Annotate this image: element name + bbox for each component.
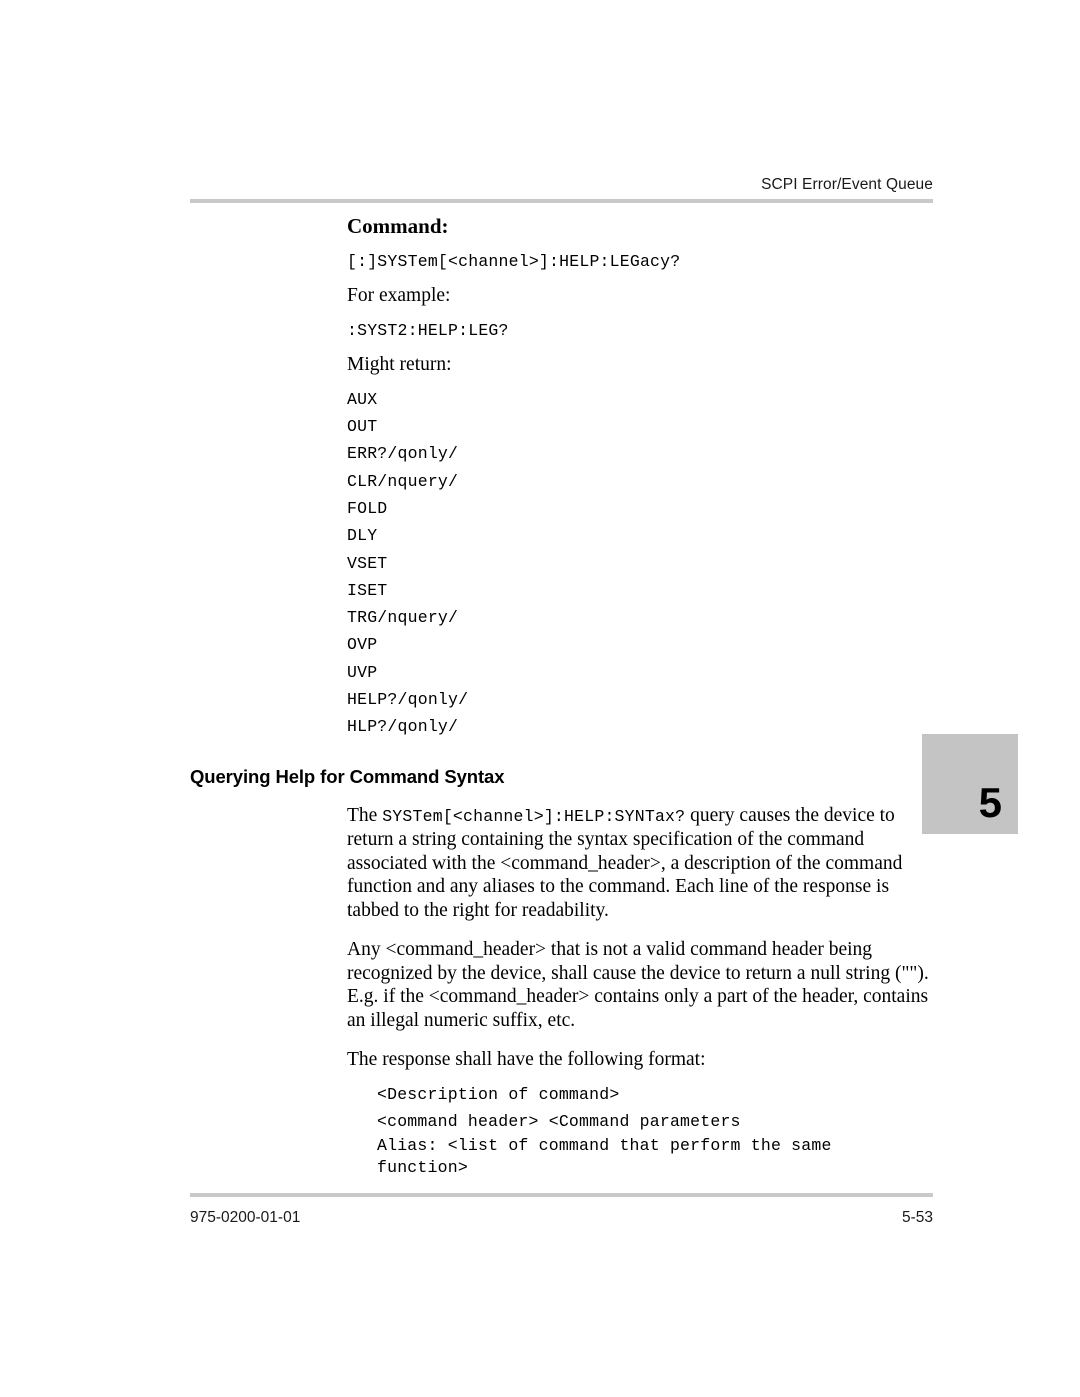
returned-line: ISET bbox=[347, 580, 388, 600]
footer-page-number: 5-53 bbox=[901, 1209, 933, 1226]
for-example-label: For example: bbox=[347, 285, 451, 307]
returned-line: ERR?/qonly/ bbox=[347, 444, 459, 464]
spacer bbox=[190, 741, 935, 766]
footer-document-number: 975-0200-01-01 bbox=[190, 1209, 301, 1226]
spacer bbox=[190, 1032, 935, 1048]
returned-line: HELP?/qonly/ bbox=[347, 690, 469, 710]
paragraph-syntax-query bbox=[347, 804, 932, 923]
format-line: <command header> <Command parameters bbox=[377, 1112, 741, 1132]
section-heading-querying-help: Querying Help for Command Syntax bbox=[190, 765, 505, 787]
running-header: SCPI Error/Event Queue bbox=[761, 176, 933, 193]
might-return-label: Might return: bbox=[347, 354, 452, 376]
spacer bbox=[190, 275, 935, 284]
format-line: function> bbox=[377, 1158, 468, 1178]
chapter-tab-number: 5 bbox=[978, 779, 1002, 826]
paragraph-response-format: The response shall have the following format: bbox=[347, 1049, 706, 1071]
returned-line: VSET bbox=[347, 553, 388, 573]
returned-line: UVP bbox=[347, 662, 378, 682]
returned-line: HLP?/qonly/ bbox=[347, 717, 459, 737]
content-column bbox=[190, 206, 935, 1179]
returned-line: OUT bbox=[347, 417, 378, 437]
chapter-tab bbox=[922, 734, 1018, 834]
returned-line: AUX bbox=[347, 389, 378, 409]
spacer bbox=[190, 239, 935, 248]
spacer bbox=[190, 922, 935, 938]
paragraph-prefix: The bbox=[347, 804, 383, 826]
spacer bbox=[190, 308, 935, 317]
spacer bbox=[190, 377, 935, 386]
spacer bbox=[190, 344, 935, 353]
header-rule bbox=[190, 199, 933, 203]
response-format-block bbox=[190, 1081, 935, 1180]
paragraph-invalid-header: Any <command_header> that is not a valid command header being recognized by the device, shall cause the device to return a null string (""). E.g. if the <command_header> contains only a part of the header, contains an illegal numeric suffix, etc. bbox=[347, 939, 929, 1031]
example-code: :SYST2:HELP:LEG? bbox=[347, 320, 509, 340]
footer-rule bbox=[190, 1193, 933, 1197]
format-line: Alias: <list of command that perform the same bbox=[377, 1136, 832, 1156]
returned-line: DLY bbox=[347, 526, 378, 546]
returned-line: FOLD bbox=[347, 498, 388, 518]
spacer bbox=[190, 788, 935, 804]
command-syntax-code: [:]SYSTem[<channel>]:HELP:LEGacy? bbox=[347, 252, 681, 272]
returned-lines-list bbox=[190, 386, 935, 741]
format-line: <Description of command> bbox=[377, 1084, 620, 1104]
inline-code-syntax-command: SYSTem[<channel>]:HELP:SYNTax? bbox=[382, 806, 686, 826]
returned-line: TRG/nquery/ bbox=[347, 608, 459, 628]
returned-line: CLR/nquery/ bbox=[347, 471, 459, 491]
command-heading: Command: bbox=[347, 214, 449, 238]
paragraph-rest: query causes the device to return a string containing the syntax specification of the command associated with the <command_header>, a description of the command function and any aliases to the command. Each line of the response is tabbed to the right for readability. bbox=[347, 804, 903, 921]
returned-line: OVP bbox=[347, 635, 378, 655]
spacer bbox=[190, 1072, 935, 1081]
